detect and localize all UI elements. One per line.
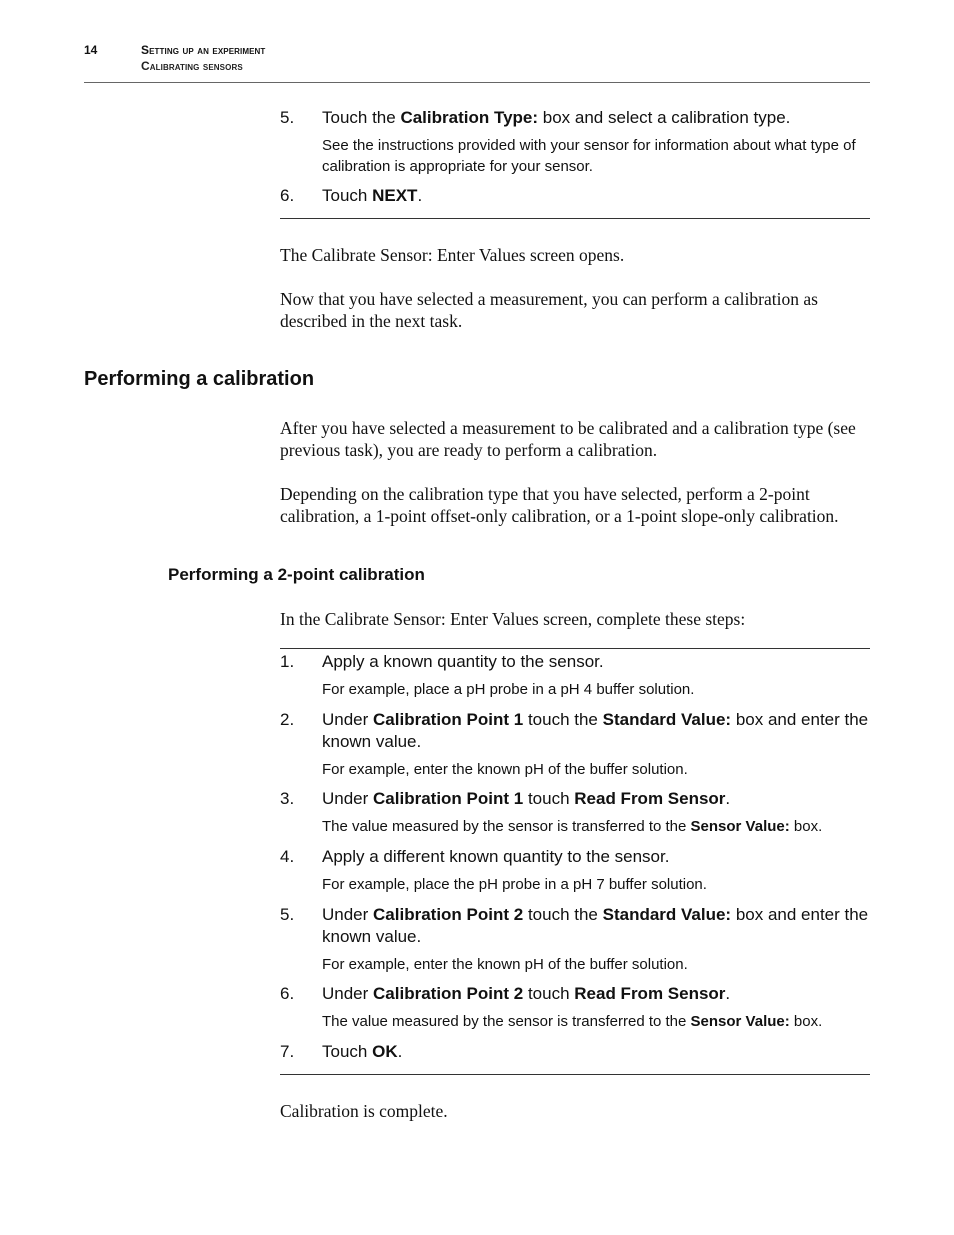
step-7 xyxy=(280,1041,870,1063)
step-note: For example, enter the known pH of the buffer solution. xyxy=(322,956,688,973)
step-text: touch xyxy=(523,789,575,808)
running-header-chapter: Setting up an experiment xyxy=(141,43,266,57)
ui-term: NEXT xyxy=(372,186,418,205)
step-number: 6. xyxy=(280,984,295,1003)
step-number: 1. xyxy=(280,652,295,671)
ui-term: Calibration Point 2 xyxy=(373,905,524,924)
step-text: Apply a different known quantity to the sensor. xyxy=(322,847,670,866)
step-text: Under xyxy=(322,984,374,1003)
step-6 xyxy=(280,983,870,1005)
step-text: . xyxy=(725,789,731,808)
ui-term: Calibration Point 1 xyxy=(373,789,524,808)
step-note: For example, enter the known pH of the buffer solution. xyxy=(322,761,688,778)
step-text: Touch xyxy=(322,1042,373,1061)
step-number: 5. xyxy=(280,108,295,127)
step-text: Touch the xyxy=(322,108,401,127)
paragraph: Calibration is complete. xyxy=(280,1101,448,1121)
procedure-end-rule xyxy=(280,1074,870,1075)
step-number: 3. xyxy=(280,789,295,808)
ui-term: Sensor Value: xyxy=(690,1013,790,1030)
paragraph: The Calibrate Sensor: Enter Values screen opens. xyxy=(280,245,625,265)
step-number: 2. xyxy=(280,710,295,729)
ui-term: Standard Value: xyxy=(602,710,732,729)
step-text: . xyxy=(417,186,423,205)
step-note xyxy=(322,1011,870,1032)
ui-term: Calibration Type: xyxy=(400,108,539,127)
step-text: Under xyxy=(322,710,374,729)
ui-term: Calibration Point 1 xyxy=(373,710,524,729)
note-text: box. xyxy=(789,818,823,835)
step-text: touch the xyxy=(523,710,603,729)
step-5-calibration-type xyxy=(280,107,870,129)
step-text: Under xyxy=(322,905,374,924)
step-text: Under xyxy=(322,789,374,808)
step-3 xyxy=(280,788,870,810)
running-header-section: Calibrating sensors xyxy=(141,59,243,73)
step-note: For example, place a pH probe in a pH 4 buffer solution. xyxy=(322,681,695,698)
note-text: box. xyxy=(789,1013,823,1030)
section-heading: Performing a calibration xyxy=(84,368,315,390)
paragraph: Depending on the calibration type that you have selected, perform a 2-point calibration, a 1-point offset-only calibration, or a 1-point slope-only calibration. xyxy=(280,484,839,526)
step-2 xyxy=(280,709,870,753)
step-4 xyxy=(280,846,870,868)
step-note: For example, place the pH probe in a pH 7 buffer solution. xyxy=(322,876,707,893)
step-note: See the instructions provided with your sensor for information about what type of calibration is appropriate for your sensor. xyxy=(322,137,856,175)
step-text: box and enter the known value. xyxy=(322,905,869,946)
step-text: touch xyxy=(523,984,575,1003)
step-6-next xyxy=(280,185,870,207)
ui-term: OK xyxy=(372,1042,398,1061)
step-text: box and select a calibration type. xyxy=(538,108,791,127)
ui-term: Sensor Value: xyxy=(690,818,790,835)
step-text: . xyxy=(397,1042,403,1061)
step-number: 4. xyxy=(280,847,295,866)
step-number: 7. xyxy=(280,1042,295,1061)
note-text: The value measured by the sensor is transferred to the xyxy=(322,1013,691,1030)
ui-term: Read From Sensor xyxy=(574,789,726,808)
paragraph: After you have selected a measurement to be calibrated and a calibration type (see previous task), you are ready to perform a calibration. xyxy=(280,418,856,460)
page-number: 14 xyxy=(84,43,98,57)
ui-term: Read From Sensor xyxy=(574,984,726,1003)
step-number: 6. xyxy=(280,186,295,205)
procedure-start-rule xyxy=(280,648,870,649)
step-1 xyxy=(280,651,870,673)
ui-term: Calibration Point 2 xyxy=(373,984,524,1003)
step-text: Touch xyxy=(322,186,373,205)
paragraph: In the Calibrate Sensor: Enter Values screen, complete these steps: xyxy=(280,609,746,629)
step-text: box and enter the known value. xyxy=(322,710,869,751)
paragraph: Now that you have selected a measurement, you can perform a calibration as described in the next task. xyxy=(280,289,818,331)
step-5 xyxy=(280,904,870,948)
ui-term: Standard Value: xyxy=(602,905,732,924)
header-divider xyxy=(84,82,870,83)
step-note xyxy=(322,816,870,837)
subsection-heading: Performing a 2-point calibration xyxy=(168,565,425,584)
step-text: touch the xyxy=(523,905,603,924)
procedure-end-rule xyxy=(280,218,870,219)
step-text: Apply a known quantity to the sensor. xyxy=(322,652,604,671)
step-number: 5. xyxy=(280,905,295,924)
step-text: . xyxy=(725,984,731,1003)
note-text: The value measured by the sensor is transferred to the xyxy=(322,818,691,835)
